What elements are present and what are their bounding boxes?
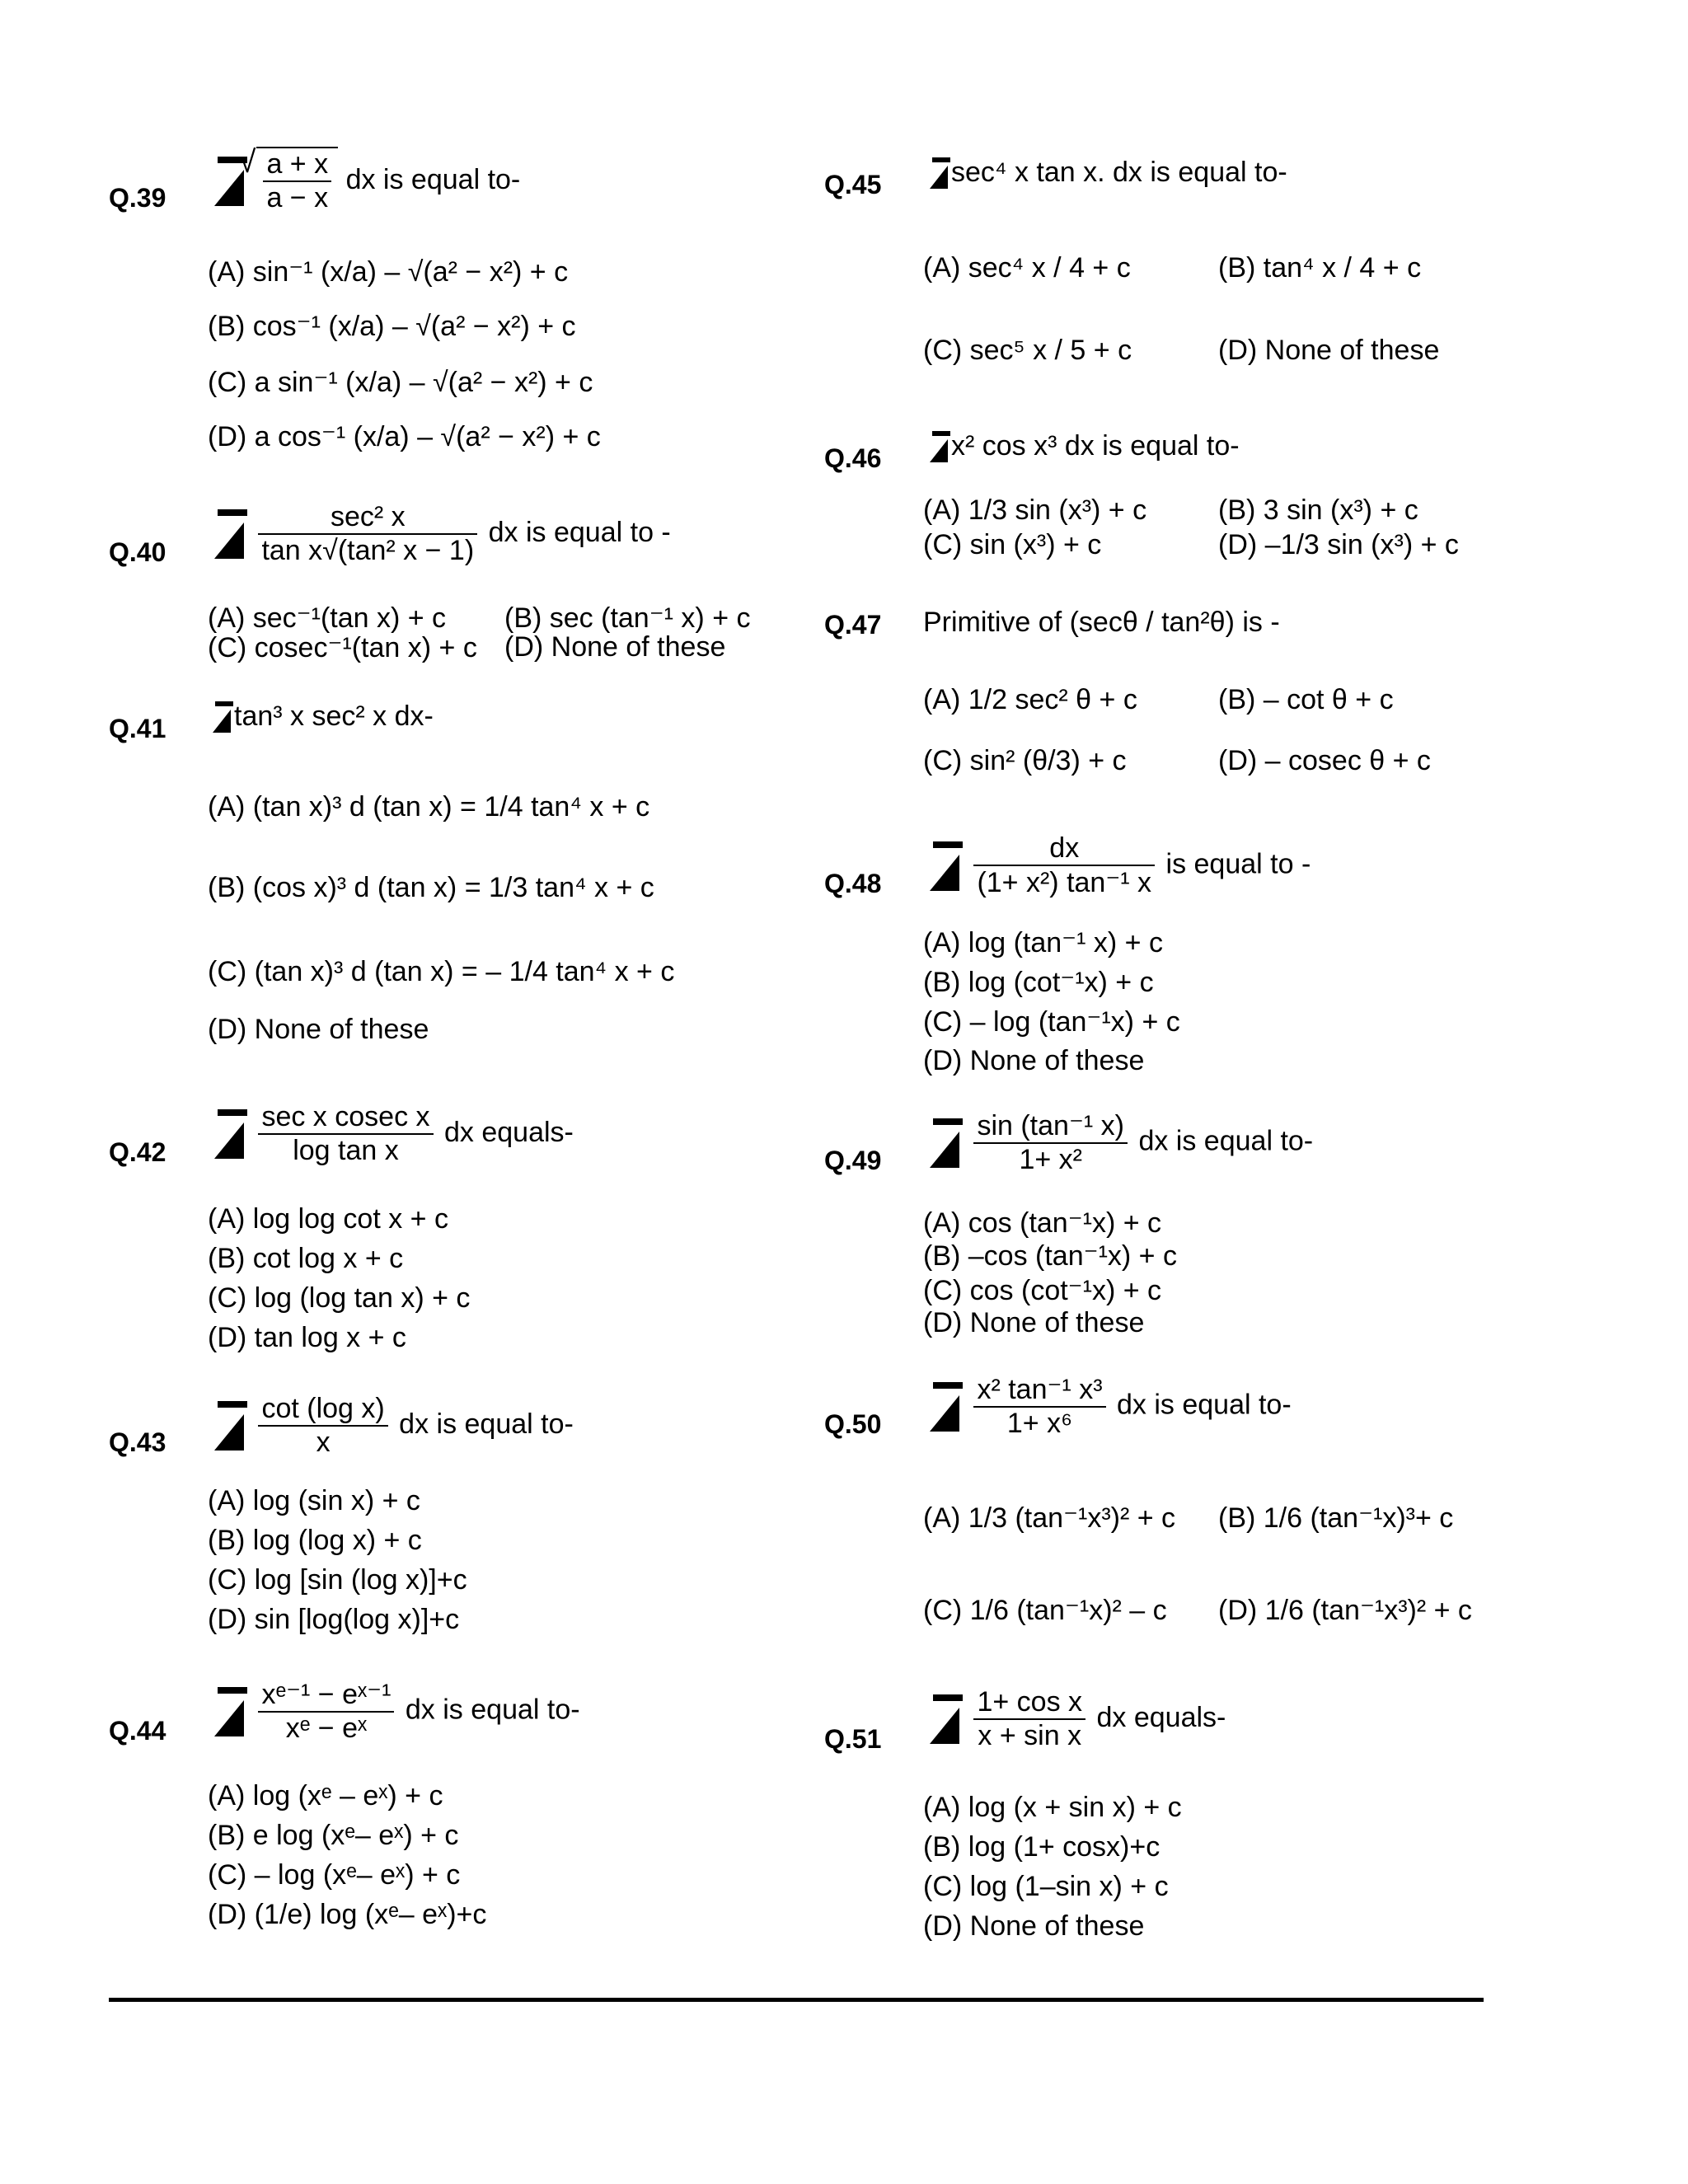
option-c: (C) sec⁵ x / 5 + c	[923, 335, 1132, 366]
fraction-denominator: log tan x	[293, 1135, 399, 1166]
stem-tail: is equal to -	[1165, 848, 1311, 880]
option-c: (C) log (log tan x) + c	[208, 1282, 471, 1314]
stem-tail: dx is equal to -	[488, 516, 671, 548]
option-a: (A) sec⁻¹(tan x) + c	[208, 602, 447, 634]
fraction-denominator: xᵉ − eˣ	[285, 1713, 368, 1744]
option-d: (D) –1/3 sin (x³) + c	[1218, 529, 1459, 560]
integral-icon	[930, 1382, 963, 1432]
fraction-numerator: xᵉ⁻¹ − eˣ⁻¹	[258, 1678, 394, 1713]
fraction-numerator: dx	[973, 832, 1155, 866]
stem-tail: dx is equal to-	[1116, 1389, 1292, 1421]
fraction-numerator: sin (tan⁻¹ x)	[973, 1109, 1128, 1144]
question-stem	[930, 430, 1240, 464]
fraction-numerator: √ a + x	[263, 148, 331, 182]
option-a: (A) 1/3 (tan⁻¹x³)² + c	[923, 1502, 1176, 1534]
option-c: (C) 1/6 (tan⁻¹x)² – c	[923, 1595, 1167, 1626]
option-c: (C) log [sin (log x)]+c	[208, 1564, 467, 1596]
question-number: Q.42	[109, 1137, 166, 1167]
option-a: (A) log (xᵉ – eˣ) + c	[208, 1780, 443, 1811]
stem-tail: dx equals-	[443, 1116, 574, 1148]
integral-icon	[930, 1118, 963, 1168]
fraction-denominator: 1+ x⁶	[1006, 1408, 1073, 1439]
option-b: (B) log (log x) + c	[208, 1525, 422, 1556]
option-b: (B) 1/6 (tan⁻¹x)³+ c	[1218, 1502, 1454, 1534]
question-number: Q.44	[109, 1716, 166, 1746]
option-c: (C) sin (x³) + c	[923, 529, 1102, 560]
radical	[256, 147, 338, 214]
integral-icon	[213, 701, 234, 734]
fraction-denominator: tan x√(tan² x − 1)	[261, 535, 475, 566]
option-d: (D) None of these	[923, 1307, 1145, 1338]
fraction-denominator: 1+ x²	[1019, 1144, 1082, 1175]
question-stem	[930, 1373, 1292, 1440]
option-d: (D) None of these	[923, 1910, 1145, 1942]
option-a: (A) log (x + sin x) + c	[923, 1792, 1182, 1823]
bottom-divider	[109, 1998, 1484, 2002]
option-b: (B) sec (tan⁻¹ x) + c	[504, 602, 751, 634]
question-number: Q.45	[824, 170, 882, 199]
question-stem	[214, 1393, 574, 1459]
question-number: Q.51	[824, 1724, 882, 1754]
integral-icon	[214, 1109, 247, 1159]
option-c: (C) – log (tan⁻¹x) + c	[923, 1006, 1180, 1038]
question-number: Q.48	[824, 869, 882, 898]
question-number: Q.39	[109, 183, 166, 213]
stem-tail: dx equals-	[1096, 1701, 1226, 1733]
option-b: (B) – cot θ + c	[1218, 684, 1394, 715]
question-number: Q.40	[109, 537, 166, 567]
option-a: (A) log (tan⁻¹ x) + c	[923, 927, 1163, 958]
fraction-numerator: 1+ cos x	[973, 1686, 1085, 1720]
question-number: Q.47	[824, 610, 882, 640]
stem-tail: dx is equal to-	[399, 1408, 574, 1440]
option-a: (A) sin⁻¹ (x/a) – √(a² − x²) + c	[208, 256, 569, 288]
option-b: (B) log (1+ cosx)+c	[923, 1831, 1160, 1863]
option-d: (D) sin [log(log x)]+c	[208, 1604, 460, 1635]
question-number: Q.41	[109, 714, 166, 743]
option-c: (C) – log (xᵉ– eˣ) + c	[208, 1859, 461, 1891]
fraction-numerator: sec² x	[258, 501, 477, 535]
fraction-numerator: sec x cosec x	[258, 1101, 433, 1135]
option-a: (A) log (sin x) + c	[208, 1485, 420, 1516]
option-c: (C) log (1–sin x) + c	[923, 1871, 1169, 1902]
option-a: (A) 1/2 sec² θ + c	[923, 684, 1137, 715]
option-c: (C) cosec⁻¹(tan x) + c	[208, 632, 477, 663]
question-stem	[214, 501, 671, 567]
option-b: (B) 3 sin (x³) + c	[1218, 494, 1418, 526]
option-d: (D) None of these	[1218, 335, 1440, 366]
fraction-numerator: cot (log x)	[258, 1393, 387, 1427]
question-stem	[930, 157, 1287, 190]
question-stem	[214, 147, 520, 214]
option-d: (D) 1/6 (tan⁻¹x³)² + c	[1218, 1595, 1472, 1626]
option-a: (A) cos (tan⁻¹x) + c	[923, 1207, 1162, 1239]
question-number: Q.46	[824, 443, 882, 473]
integral-icon	[930, 841, 963, 891]
option-d: (D) (1/e) log (xᵉ– eˣ)+c	[208, 1899, 487, 1930]
stem-text: sec⁴ x tan x. dx is equal to-	[951, 157, 1287, 188]
stem-tail: dx is equal to-	[1138, 1125, 1314, 1157]
option-d: (D) None of these	[923, 1045, 1145, 1076]
option-b: (B) cos⁻¹ (x/a) – √(a² − x²) + c	[208, 311, 576, 342]
option-d: (D) a cos⁻¹ (x/a) – √(a² − x²) + c	[208, 421, 601, 452]
integral-icon	[930, 1694, 963, 1744]
option-b: (B) log (cot⁻¹x) + c	[923, 967, 1154, 998]
question-stem	[214, 1678, 580, 1745]
option-b: (B) e log (xᵉ– eˣ) + c	[208, 1820, 459, 1851]
option-d: (D) – cosec θ + c	[1218, 745, 1431, 776]
fraction-numerator: x² tan⁻¹ x³	[973, 1373, 1105, 1408]
option-c: (C) cos (cot⁻¹x) + c	[923, 1275, 1162, 1306]
option-d: (D) None of these	[504, 631, 726, 663]
option-c: (C) sin² (θ/3) + c	[923, 745, 1127, 776]
question-number: Q.49	[824, 1146, 882, 1175]
stem-text: x² cos x³ dx is equal to-	[951, 430, 1240, 462]
integral-icon	[214, 1687, 247, 1736]
question-stem	[930, 1109, 1313, 1176]
option-a: (A) log log cot x + c	[208, 1203, 448, 1235]
option-b: (B) –cos (tan⁻¹x) + c	[923, 1240, 1177, 1272]
option-a: (A) (tan x)³ d (tan x) = 1/4 tan⁴ x + c	[208, 791, 650, 823]
stem-text: tan³ x sec² x dx-	[234, 701, 434, 732]
option-c: (C) (tan x)³ d (tan x) = – 1/4 tan⁴ x + c	[208, 956, 675, 987]
question-stem: Primitive of (secθ / tan²θ) is -	[923, 607, 1280, 638]
option-c: (C) a sin⁻¹ (x/a) – √(a² − x²) + c	[208, 367, 593, 398]
option-d: (D) tan log x + c	[208, 1322, 406, 1353]
option-b: (B) (cos x)³ d (tan x) = 1/3 tan⁴ x + c	[208, 872, 654, 903]
question-stem	[930, 1686, 1226, 1752]
option-d: (D) None of these	[208, 1014, 429, 1045]
question-number: Q.50	[824, 1409, 882, 1439]
question-number: Q.43	[109, 1427, 166, 1457]
fraction-denominator: x + sin x	[978, 1720, 1082, 1751]
stem-tail: dx is equal to-	[345, 163, 521, 195]
option-b: (B) tan⁴ x / 4 + c	[1218, 252, 1422, 284]
option-a: (A) 1/3 sin (x³) + c	[923, 494, 1147, 526]
question-stem	[930, 832, 1311, 899]
fraction-denominator: (1+ x²) tan⁻¹ x	[977, 867, 1152, 898]
option-b: (B) cot log x + c	[208, 1243, 404, 1274]
integral-icon	[214, 509, 247, 559]
integral-icon	[930, 431, 951, 464]
integral-icon	[930, 157, 951, 190]
fraction-denominator: a − x	[266, 182, 329, 213]
question-stem	[213, 701, 434, 734]
fraction-denominator: x	[316, 1427, 331, 1458]
question-stem	[214, 1101, 574, 1167]
stem-tail: dx is equal to-	[405, 1694, 580, 1726]
option-a: (A) sec⁴ x / 4 + c	[923, 252, 1131, 284]
integral-icon	[214, 1401, 247, 1451]
